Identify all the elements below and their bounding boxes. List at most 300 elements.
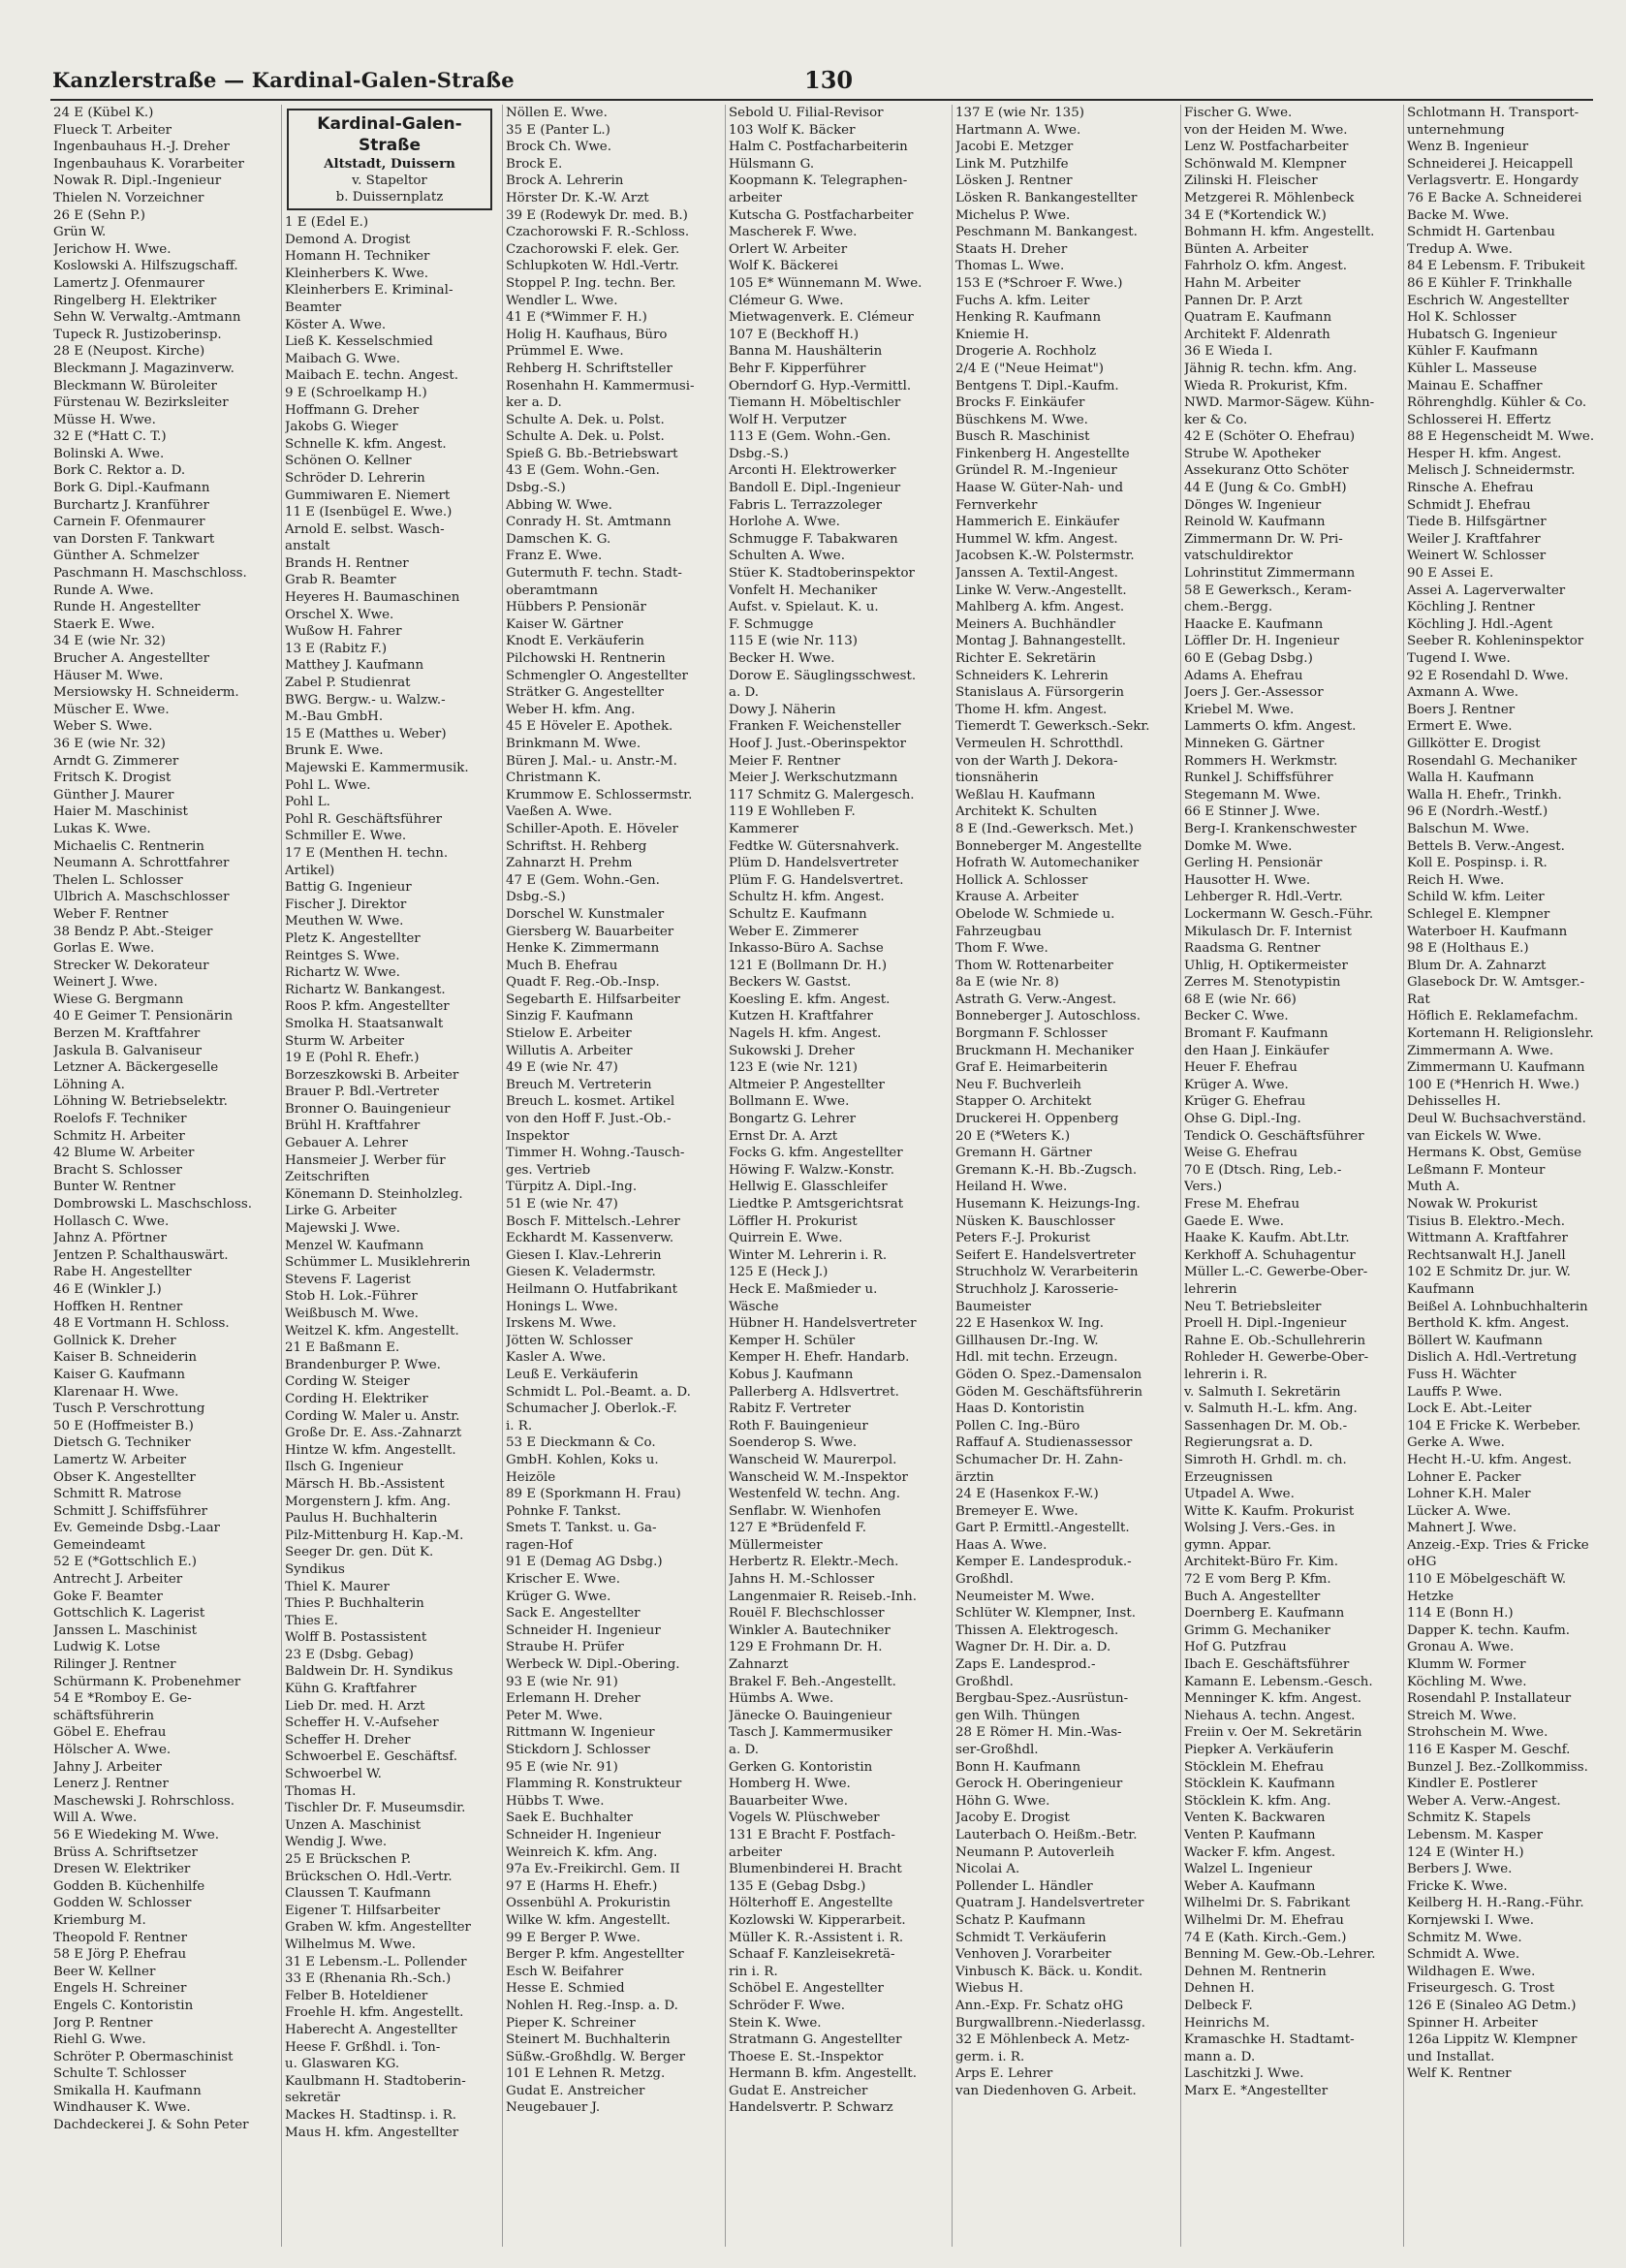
entry-line: arbeiter bbox=[729, 190, 782, 205]
entry-line: Finkenberg H. Angestellte bbox=[955, 446, 1130, 461]
entry-line: Schmidt H. Gartenbau bbox=[1407, 225, 1555, 240]
entry-line: Hoffmann G. Dreher bbox=[285, 402, 420, 418]
entry-line: Fedtke W. Gütersnahverk. bbox=[729, 838, 900, 854]
entry-line: Runkel J. Schiffsführer bbox=[1184, 771, 1333, 786]
entry-line: unternehmung bbox=[1407, 122, 1505, 138]
entry-line: Dislich A. Hdl.-Vertretung bbox=[1407, 1350, 1578, 1366]
entry-line: Große Dr. E. Ass.-Zahnarzt bbox=[285, 1426, 462, 1441]
entry-line: Kniemie H. bbox=[955, 327, 1029, 342]
entry-line: Krischer E. Wwe. bbox=[506, 1572, 620, 1588]
entry-line: Roth F. Bauingenieur bbox=[729, 1418, 868, 1433]
entry-line: Günther A. Schmelzer bbox=[53, 549, 200, 564]
entry-line: Schmidt J. Ehefrau bbox=[1407, 497, 1531, 513]
entry-line: Thom W. Rottenarbeiter bbox=[955, 958, 1113, 973]
entry-line: Grimm G. Mechaniker bbox=[1184, 1622, 1330, 1638]
entry-line: 46 E (Winkler J.) bbox=[53, 1281, 162, 1297]
entry-line: Sack E. Angestellter bbox=[506, 1606, 641, 1622]
entry-line: 26 E (Sehn P.) bbox=[53, 207, 145, 223]
entry-line: Backe M. Wwe. bbox=[1407, 207, 1510, 223]
entry-line: Röhrenghdlg. Kühler & Co. bbox=[1407, 395, 1587, 411]
entry-line: Segebarth E. Hilfsarbeiter bbox=[506, 992, 681, 1007]
entry-line: Zimmermann U. Kaufmann bbox=[1407, 1060, 1585, 1076]
entry-line: Maus H. kfm. Angestellter bbox=[285, 2125, 459, 2140]
entry-line: Schultz H. kfm. Angest. bbox=[729, 890, 885, 905]
entry-line: Fürstenau W. Bezirksleiter bbox=[53, 395, 229, 411]
entry-line: Smolka H. Staatsanwalt bbox=[285, 1016, 444, 1031]
entry-line: Welf K. Rentner bbox=[1407, 2066, 1512, 2082]
entry-line: Plüm D. Handelsvertreter bbox=[729, 856, 898, 871]
entry-line: Artikel) bbox=[285, 863, 335, 878]
entry-line: gen Wilh. Thüngen bbox=[955, 1708, 1080, 1723]
entry-line: Zilinski H. Fleischer bbox=[1184, 173, 1318, 189]
entry-line: Zahnarzt H. Prehm bbox=[506, 856, 633, 871]
entry-line: Stöcklein K. kfm. Ang. bbox=[1184, 1793, 1331, 1809]
entry-line: Könemann D. Steinholzleg. bbox=[285, 1186, 463, 1202]
entry-line: Werbeck W. Dipl.-Obering. bbox=[506, 1657, 680, 1673]
entry-line: 48 E Vortmann H. Schloss. bbox=[53, 1316, 230, 1332]
directory-columns bbox=[50, 105, 1593, 2247]
entry-line: Löffler H. Prokurist bbox=[729, 1213, 858, 1229]
entry-line: Dehisselles H. bbox=[1407, 1094, 1501, 1110]
entry-line: Langenmaier R. Reiseb.-Inh. bbox=[729, 1589, 917, 1604]
entry-line: Obelode W. Schmiede u. bbox=[955, 906, 1115, 922]
entry-line: 9 E (Schroelkamp H.) bbox=[285, 385, 427, 400]
entry-line: Froehle H. kfm. Angestellt. bbox=[285, 2005, 464, 2021]
entry-line: Esch W. Beifahrer bbox=[506, 1964, 624, 1979]
entry-line: Schümmer L. Musiklehrerin bbox=[285, 1255, 471, 1271]
entry-line: Meuthen W. Wwe. bbox=[285, 914, 404, 929]
entry-line: lehrerin bbox=[1184, 1281, 1237, 1297]
entry-line: Arnold E. selbst. Wasch- bbox=[285, 521, 445, 537]
entry-line: Gebauer A. Lehrer bbox=[285, 1136, 408, 1151]
entry-line: 102 E Schmitz Dr. jur. W. bbox=[1407, 1265, 1571, 1280]
entry-line: Graf E. Heimarbeiterin bbox=[955, 1060, 1108, 1076]
entry-line: Burchartz J. Kranführer bbox=[53, 497, 209, 513]
entry-line: Hoof J. Just.-Oberinspektor bbox=[729, 736, 906, 751]
entry-line: Strecker W. Dekorateur bbox=[53, 958, 209, 973]
entry-line: Dietsch G. Techniker bbox=[53, 1435, 191, 1451]
entry-line: Soenderop S. Wwe. bbox=[729, 1435, 858, 1451]
entry-line: Ilsch G. Ingenieur bbox=[285, 1460, 403, 1475]
entry-line: 99 E Berger P. Wwe. bbox=[506, 1930, 641, 1945]
entry-line: Rahne E. Ob.-Schullehrerin bbox=[1184, 1333, 1366, 1348]
entry-line: mann a. D. bbox=[1184, 2049, 1256, 2064]
entry-line: Thom F. Wwe. bbox=[955, 941, 1048, 957]
entry-line: Becker C. Wwe. bbox=[1184, 1009, 1289, 1024]
entry-line: 43 E (Gem. Wohn.-Gen. bbox=[506, 463, 660, 479]
entry-line: Krüger G. Wwe. bbox=[506, 1589, 611, 1604]
entry-line: Hümbs A. Wwe. bbox=[729, 1691, 834, 1707]
entry-line: Mascherek F. Wwe. bbox=[729, 225, 858, 240]
entry-line: Vermeulen H. Schrotthdl. bbox=[955, 736, 1124, 751]
entry-line: Kemper E. Landesproduk.- bbox=[955, 1555, 1132, 1570]
entry-line: Gottschlich K. Lagerist bbox=[53, 1606, 205, 1622]
entry-line: Hermans K. Obst, Gemüse bbox=[1407, 1146, 1582, 1161]
entry-line: Steinert M. Buchhalterin bbox=[506, 2032, 671, 2048]
entry-line: Lirke G. Arbeiter bbox=[285, 1204, 397, 1219]
entry-line: Thielen N. Vorzeichner bbox=[53, 190, 204, 205]
entry-line: Wäsche bbox=[729, 1299, 779, 1314]
entry-line: Kriemburg M. bbox=[53, 1912, 146, 1928]
entry-line: Kasler A. Wwe. bbox=[506, 1350, 607, 1366]
entry-line: Tredup A. Wwe. bbox=[1407, 241, 1513, 257]
entry-line: Straube H. Prüfer bbox=[506, 1640, 624, 1655]
entry-line: Jentzen P. Schalthauswärt. bbox=[53, 1247, 229, 1263]
entry-line: Menzel W. Kaufmann bbox=[285, 1238, 424, 1253]
entry-line: vatschuldirektor bbox=[1184, 549, 1293, 564]
entry-line: Rechtsanwalt H.J. Janell bbox=[1407, 1247, 1566, 1263]
entry-line: 116 E Kasper M. Geschf. bbox=[1407, 1743, 1571, 1757]
column-7 bbox=[1403, 105, 1595, 2247]
entry-line: Struchholz W. Verarbeiterin bbox=[955, 1265, 1139, 1280]
entry-line: Blumenbinderei H. Bracht bbox=[729, 1862, 902, 1877]
entry-line: Haier M. Maschinist bbox=[53, 804, 188, 820]
entry-line: Rehberg H. Schriftsteller bbox=[506, 361, 672, 376]
entry-line: Proell H. Dipl.-Ingenieur bbox=[1184, 1316, 1347, 1332]
entry-line: Franken F. Weichensteller bbox=[729, 719, 901, 735]
entry-line: Neumann P. Autoverleih bbox=[955, 1844, 1115, 1860]
entry-line: Wanscheid W. M.-Inspektor bbox=[729, 1469, 908, 1485]
entry-line: 124 E (Winter H.) bbox=[1407, 1844, 1524, 1860]
entry-line: 47 E (Gem. Wohn.-Gen. bbox=[506, 872, 660, 888]
entry-line: Lauffs P. Wwe. bbox=[1407, 1384, 1503, 1400]
entry-line: Jaskula B. Galvaniseur bbox=[53, 1043, 203, 1058]
entry-line: 135 E (Gebag Dsbg.) bbox=[729, 1878, 866, 1894]
entry-line: 131 E Bracht F. Postfach- bbox=[729, 1827, 895, 1843]
entry-line: 36 E (wie Nr. 32) bbox=[53, 736, 166, 751]
entry-line: Schnelle K. kfm. Angest. bbox=[285, 436, 447, 452]
entry-line: Haberecht A. Angestellter bbox=[285, 2022, 457, 2037]
entry-line: Burgwallbrenn.-Niederlassg. bbox=[955, 2015, 1146, 2031]
entry-line: Lösken R. Bankangestellter bbox=[955, 190, 1138, 205]
entry-line: Gillhausen Dr.-Ing. W. bbox=[955, 1333, 1099, 1348]
entry-line: Stob H. Lok.-Führer bbox=[285, 1289, 418, 1305]
entry-line: Mainau E. Schaffner bbox=[1407, 378, 1543, 394]
entry-line: Christmann K. bbox=[506, 771, 602, 786]
entry-line: Knodt E. Verkäuferin bbox=[506, 634, 644, 649]
entry-line: 56 E Wiedeking M. Wwe. bbox=[53, 1827, 220, 1843]
entry-line: Druckerei H. Oppenberg bbox=[955, 1112, 1119, 1127]
entry-line: Leßmann F. Monteur bbox=[1407, 1162, 1546, 1178]
entry-line: Anzeig.-Exp. Tries & Fricke bbox=[1407, 1537, 1589, 1553]
entry-line: Köchling J. Hdl.-Agent bbox=[1407, 616, 1553, 632]
entry-line: Giersberg W. Bauarbeiter bbox=[506, 924, 674, 939]
column-1 bbox=[50, 105, 265, 2247]
entry-line: Giesen K. Veladermstr. bbox=[506, 1265, 656, 1280]
entry-line: Bongartz G. Lehrer bbox=[729, 1112, 857, 1127]
entry-line: Schlegel E. Klempner bbox=[1407, 906, 1550, 922]
entry-line: Stapper O. Architekt bbox=[955, 1094, 1092, 1110]
entry-line: 126 E (Sinaleo AG Detm.) bbox=[1407, 1998, 1577, 2013]
entry-line: Sassenhagen Dr. M. Ob.- bbox=[1184, 1418, 1348, 1433]
entry-line: 39 E (Rodewyk Dr. med. B.) bbox=[506, 207, 688, 223]
entry-line: Stevens F. Lagerist bbox=[285, 1272, 411, 1287]
entry-line: Dombrowski L. Maschschloss. bbox=[53, 1197, 252, 1212]
entry-line: Lockermann W. Gesch.-Führ. bbox=[1184, 906, 1374, 922]
entry-line: Schmitz M. Wwe. bbox=[1407, 1930, 1522, 1945]
column-6 bbox=[1180, 105, 1399, 2247]
entry-line: Rouël F. Blechschlosser bbox=[729, 1606, 885, 1622]
entry-line: Assei A. Lagerverwalter bbox=[1407, 583, 1566, 598]
entry-line: Müller K. R.-Assistent i. R. bbox=[729, 1930, 904, 1945]
entry-line: Antrecht J. Arbeiter bbox=[53, 1572, 183, 1588]
entry-line: 68 E (wie Nr. 66) bbox=[1184, 992, 1297, 1007]
entry-line: Brock E. bbox=[506, 156, 563, 172]
entry-line: 23 E (Dsbg. Gebag) bbox=[285, 1647, 414, 1662]
entry-line: Beer W. Kellner bbox=[53, 1964, 156, 1979]
entry-line: Weber F. Rentner bbox=[53, 906, 169, 922]
entry-line: Horlohe A. Wwe. bbox=[729, 515, 840, 530]
entry-line: Roelofs F. Techniker bbox=[53, 1112, 187, 1127]
entry-line: Stegemann M. Wwe. bbox=[1184, 787, 1321, 803]
entry-line: Matthey J. Kaufmann bbox=[285, 658, 424, 674]
entry-line: Inkasso-Büro A. Sachse bbox=[729, 941, 884, 957]
entry-line: Vaeßen A. Wwe. bbox=[506, 804, 612, 820]
entry-line: Tasch J. Kammermusiker bbox=[729, 1725, 892, 1741]
entry-line: Schmengler O. Angestellter bbox=[506, 668, 688, 683]
entry-line: Neu T. Betriebsleiter bbox=[1184, 1299, 1322, 1314]
entry-line: Wendler L. Wwe. bbox=[506, 293, 618, 308]
entry-line: Müscher E. Wwe. bbox=[53, 702, 170, 717]
entry-line: Wacker F. kfm. Angest. bbox=[1184, 1844, 1336, 1860]
entry-line: Bollmann E. Wwe. bbox=[729, 1094, 850, 1110]
entry-line: ker & Co. bbox=[1184, 412, 1248, 427]
entry-line: Zerres M. Stenotypistin bbox=[1184, 975, 1341, 991]
entry-line: Tusch P. Verschrottung bbox=[53, 1402, 205, 1417]
entry-line: 49 E (wie Nr. 47) bbox=[506, 1060, 618, 1076]
entry-line: Bonneberger J. Autoschloss. bbox=[955, 1009, 1141, 1024]
entry-line: Klumm W. Former bbox=[1407, 1657, 1526, 1673]
entry-line: Regierungsrat a. D. bbox=[1184, 1435, 1313, 1451]
entry-line: Schriftst. H. Rehberg bbox=[506, 838, 647, 854]
entry-line: Dönges W. Ingenieur bbox=[1184, 497, 1322, 513]
entry-line: Keilberg H. H.-Rang.-Führ. bbox=[1407, 1896, 1584, 1911]
entry-line: Beißel A. Lohnbuchhalterin bbox=[1407, 1299, 1588, 1314]
entry-line: Ringelberg H. Elektriker bbox=[53, 293, 217, 308]
entry-line: Göden M. Geschäftsführerin bbox=[955, 1384, 1143, 1400]
column-5 bbox=[952, 105, 1176, 2247]
entry-line: Battig G. Ingenieur bbox=[285, 880, 412, 896]
entry-line: Raffauf A. Studienassessor bbox=[955, 1435, 1133, 1451]
entry-line: Ließ K. Kesselschmied bbox=[285, 334, 433, 350]
entry-line: Neugebauer J. bbox=[506, 2100, 601, 2116]
entry-line: Winter M. Lehrerin i. R. bbox=[729, 1247, 888, 1263]
entry-line: Bandoll E. Dipl.-Ingenieur bbox=[729, 481, 901, 496]
entry-line: Bosch F. Mittelsch.-Lehrer bbox=[506, 1213, 680, 1229]
entry-line: Syndikus bbox=[285, 1561, 345, 1577]
entry-line: Dresen W. Elektriker bbox=[53, 1862, 191, 1877]
entry-line: Dapper K. techn. Kaufm. bbox=[1407, 1622, 1571, 1638]
entry-line: Architekt-Büro Fr. Kim. bbox=[1184, 1555, 1338, 1570]
entry-line: Hoffken H. Rentner bbox=[53, 1299, 183, 1314]
entry-line: Zaps E. Landesprod.- bbox=[955, 1657, 1096, 1673]
entry-line: von der Heiden M. Wwe. bbox=[1184, 122, 1348, 138]
entry-line: 33 E (Rhenania Rh.-Sch.) bbox=[285, 1971, 452, 1987]
entry-line: 15 E (Matthes u. Weber) bbox=[285, 726, 447, 741]
entry-line: Haas A. Wwe. bbox=[955, 1537, 1048, 1553]
entry-line: Neumeister M. Wwe. bbox=[955, 1589, 1095, 1604]
entry-line: Fuss H. Wächter bbox=[1407, 1367, 1517, 1382]
entry-line: sekretär bbox=[285, 2091, 341, 2106]
entry-line: Baldwein Dr. H. Syndikus bbox=[285, 1664, 453, 1680]
entry-line: Fabris L. Terrazzoleger bbox=[729, 497, 883, 513]
entry-line: 34 E (wie Nr. 32) bbox=[53, 634, 166, 649]
entry-line: Halm C. Postfacharbeiterin bbox=[729, 140, 908, 155]
entry-line: Gemeindeamt bbox=[53, 1537, 145, 1553]
entry-line: Pallerberg A. Hdlsvertret. bbox=[729, 1384, 899, 1400]
entry-line: Staerk E. Wwe. bbox=[53, 616, 155, 632]
entry-line: Schmidt T. Verkäuferin bbox=[955, 1930, 1107, 1945]
entry-line: Bremeyer E. Wwe. bbox=[955, 1503, 1079, 1519]
entry-line: Riehl G. Wwe. bbox=[53, 2032, 146, 2048]
entry-line: Kühn G. Kraftfahrer bbox=[285, 1682, 417, 1697]
entry-line: Zimmermann A. Wwe. bbox=[1407, 1043, 1554, 1058]
entry-line: Quatram E. Kaufmann bbox=[1184, 310, 1332, 326]
entry-line: Breuch M. Vertreterin bbox=[506, 1077, 652, 1092]
entry-line: 126a Lippitz W. Klempner bbox=[1407, 2032, 1578, 2048]
entry-line: Paulus H. Buchhalterin bbox=[285, 1511, 438, 1527]
entry-line: Demond A. Drogist bbox=[285, 232, 411, 247]
entry-line: Eigener T. Hilfsarbeiter bbox=[285, 1903, 441, 1918]
entry-line: Bleckmann W. Büroleiter bbox=[53, 378, 217, 394]
entry-line: Kaiser B. Schneiderin bbox=[53, 1350, 198, 1366]
entry-line: Assekuranz Otto Schöter bbox=[1184, 463, 1349, 479]
entry-line: 70 E (Dtsch. Ring, Leb.- bbox=[1184, 1162, 1342, 1178]
entry-line: Hammerich E. Einkäufer bbox=[955, 515, 1120, 530]
entry-line: Engels H. Schreiner bbox=[53, 1981, 187, 1997]
entry-line: Letzner A. Bäckergeselle bbox=[53, 1060, 219, 1076]
entry-line: Gudat E. Anstreicher bbox=[506, 2083, 645, 2098]
entry-line: Wagner Dr. H. Dir. a. D. bbox=[955, 1640, 1111, 1655]
entry-line: Weise G. Ehefrau bbox=[1184, 1146, 1298, 1161]
entry-line: Henke K. Zimmermann bbox=[506, 941, 660, 957]
entry-line: Haas D. Kontoristin bbox=[955, 1402, 1085, 1417]
entry-line: Schürmann K. Probenehmer bbox=[53, 1674, 241, 1689]
entry-line: Orschel X. Wwe. bbox=[285, 607, 394, 622]
entry-line: Tupeck R. Justizoberinsp. bbox=[53, 327, 222, 342]
entry-line: Zabel P. Studienrat bbox=[285, 676, 411, 691]
entry-line: Weber A. Verw.-Angest. bbox=[1407, 1793, 1561, 1809]
entry-line: Neu F. Buchverleih bbox=[955, 1077, 1081, 1092]
entry-line: Meiners A. Buchhändler bbox=[955, 616, 1116, 632]
entry-line: 86 E Kühler F. Trinkhalle bbox=[1407, 275, 1573, 291]
entry-line: Lenz W. Postfacharbeiter bbox=[1184, 140, 1349, 155]
entry-line: 127 E *Brüdenfeld F. bbox=[729, 1521, 866, 1536]
entry-line: Stüer K. Stadtoberinspektor bbox=[729, 566, 915, 582]
entry-line: Schmitt R. Matrose bbox=[53, 1487, 182, 1502]
entry-line: anstalt bbox=[285, 539, 330, 554]
entry-line: Schönen O. Kellner bbox=[285, 454, 412, 469]
entry-line: Jahns H. M.-Schlosser bbox=[729, 1572, 875, 1588]
entry-line: Kleinherbers K. Wwe. bbox=[285, 266, 429, 281]
entry-line: Hecht H.-U. kfm. Angest. bbox=[1407, 1452, 1572, 1467]
entry-line: Streich M. Wwe. bbox=[1407, 1708, 1517, 1723]
entry-line: Roos P. kfm. Angestellter bbox=[285, 999, 450, 1015]
entry-line: Obser K. Angestellter bbox=[53, 1469, 196, 1485]
entry-line: 101 E Lehnen R. Metzg. bbox=[506, 2066, 666, 2082]
entry-line: Jacobsen K.-W. Polstermstr. bbox=[955, 549, 1135, 564]
entry-line: 35 E (Panter L.) bbox=[506, 122, 610, 138]
entry-line: Schröter P. Obermaschinist bbox=[53, 2049, 234, 2064]
entry-line: Höhn G. Wwe. bbox=[955, 1793, 1050, 1809]
entry-line: Müller L.-C. Gewerbe-Ober- bbox=[1184, 1265, 1368, 1280]
entry-line: i. R. bbox=[506, 1418, 533, 1433]
entry-line: Niehaus A. techn. Angest. bbox=[1184, 1708, 1356, 1723]
entry-line: Hollasch C. Wwe. bbox=[53, 1213, 170, 1229]
entry-line: Brauer P. Bdl.-Vertreter bbox=[285, 1085, 439, 1100]
street-district: Altstadt, Duissern bbox=[324, 156, 455, 172]
entry-line: Janssen L. Maschinist bbox=[53, 1622, 198, 1638]
entry-line: Ibach E. Geschäftsführer bbox=[1184, 1657, 1350, 1673]
entry-line: Honings L. Wwe. bbox=[506, 1299, 618, 1314]
entry-line: Eckhardt M. Kassenverw. bbox=[506, 1231, 674, 1246]
entry-line: tionsnäherin bbox=[955, 771, 1039, 786]
entry-line: den Haan J. Einkäufer bbox=[1184, 1043, 1329, 1058]
entry-line: Benning M. Gew.-Ob.-Lehrer. bbox=[1184, 1947, 1376, 1963]
entry-line: Arconti H. Elektrowerker bbox=[729, 463, 896, 479]
entry-line: 32 E (*Hatt C. T.) bbox=[53, 429, 167, 445]
entry-line: 21 E Baßmann E. bbox=[285, 1340, 400, 1356]
entry-line: Brakel F. Beh.-Angestellt. bbox=[729, 1674, 896, 1689]
entry-line: Bünten A. Arbeiter bbox=[1184, 241, 1309, 257]
entry-line: Becker H. Wwe. bbox=[729, 651, 835, 666]
entry-line: Gorlas E. Wwe. bbox=[53, 941, 155, 957]
entry-line: GmbH. Kohlen, Koks u. bbox=[506, 1452, 659, 1467]
entry-line: Bentgens T. Dipl.-Kaufm. bbox=[955, 378, 1119, 394]
entry-line: Kühler F. Kaufmann bbox=[1407, 344, 1539, 360]
entry-line: Günther J. Maurer bbox=[53, 787, 174, 803]
entry-line: Erlemann H. Dreher bbox=[506, 1691, 641, 1707]
entry-line: Adams A. Ehefrau bbox=[1184, 668, 1303, 683]
entry-line: Löhning A. bbox=[53, 1077, 125, 1092]
entry-line: Jänecke O. Bauingenieur bbox=[729, 1708, 892, 1723]
entry-line: Grün W. bbox=[53, 225, 107, 240]
entry-line: Ohse G. Dipl.-Ing. bbox=[1184, 1112, 1301, 1127]
entry-line: 22 E Hasenkox W. Ing. bbox=[955, 1316, 1105, 1332]
entry-line: Hesse E. Schmied bbox=[506, 1981, 625, 1997]
entry-line: Balschun M. Wwe. bbox=[1407, 821, 1530, 836]
entry-line: Damschen K. G. bbox=[506, 531, 611, 547]
entry-line: Schumacher Dr. H. Zahn- bbox=[955, 1452, 1123, 1467]
entry-line: Hörster Dr. K.-W. Arzt bbox=[506, 190, 649, 205]
entry-line: Strätker G. Angestellter bbox=[506, 685, 664, 701]
entry-line: Michelus P. Wwe. bbox=[955, 207, 1071, 223]
entry-line: Holig H. Kaufhaus, Büro bbox=[506, 327, 668, 342]
entry-line: Fuchs A. kfm. Leiter bbox=[955, 293, 1090, 308]
entry-line: Gart P. Ermittl.-Angestellt. bbox=[955, 1521, 1130, 1536]
entry-line: Köster A. Wwe. bbox=[285, 317, 387, 332]
entry-line: Wolsing J. Vers.-Ges. in bbox=[1184, 1521, 1335, 1536]
entry-line: Jakobs G. Wieger bbox=[285, 420, 398, 435]
entry-line: Dachdeckerei J. & Sohn Peter bbox=[53, 2118, 249, 2133]
entry-line: 95 E (wie Nr. 91) bbox=[506, 1759, 618, 1775]
entry-line: 74 E (Kath. Kirch.-Gem.) bbox=[1184, 1930, 1347, 1945]
entry-line: Menninger K. kfm. Angest. bbox=[1184, 1691, 1362, 1707]
entry-line: Lammerts O. kfm. Angest. bbox=[1184, 719, 1357, 735]
street-to: b. Duissernplatz bbox=[335, 190, 444, 205]
entry-line: v. Salmuth H.-L. kfm. Ang. bbox=[1184, 1402, 1358, 1417]
entry-line: Flamming R. Konstrukteur bbox=[506, 1777, 682, 1792]
entry-line: Felber B. Hoteldiener bbox=[285, 1988, 428, 2003]
entry-line: Kutzen H. Kraftfahrer bbox=[729, 1009, 873, 1024]
entry-line: Schlupkoten W. Hdl.-Vertr. bbox=[506, 259, 679, 274]
entry-line: 53 E Dieckmann & Co. bbox=[506, 1435, 656, 1451]
entry-line: Unzen A. Maschinist bbox=[285, 1817, 422, 1833]
entry-line: Runde A. Wwe. bbox=[53, 583, 154, 598]
entry-line: Dsbg.-S.) bbox=[729, 446, 789, 461]
entry-line: Graben W. kfm. Angestellter bbox=[285, 1920, 471, 1936]
entry-line: Wilhelmi Dr. M. Ehefrau bbox=[1184, 1912, 1344, 1928]
